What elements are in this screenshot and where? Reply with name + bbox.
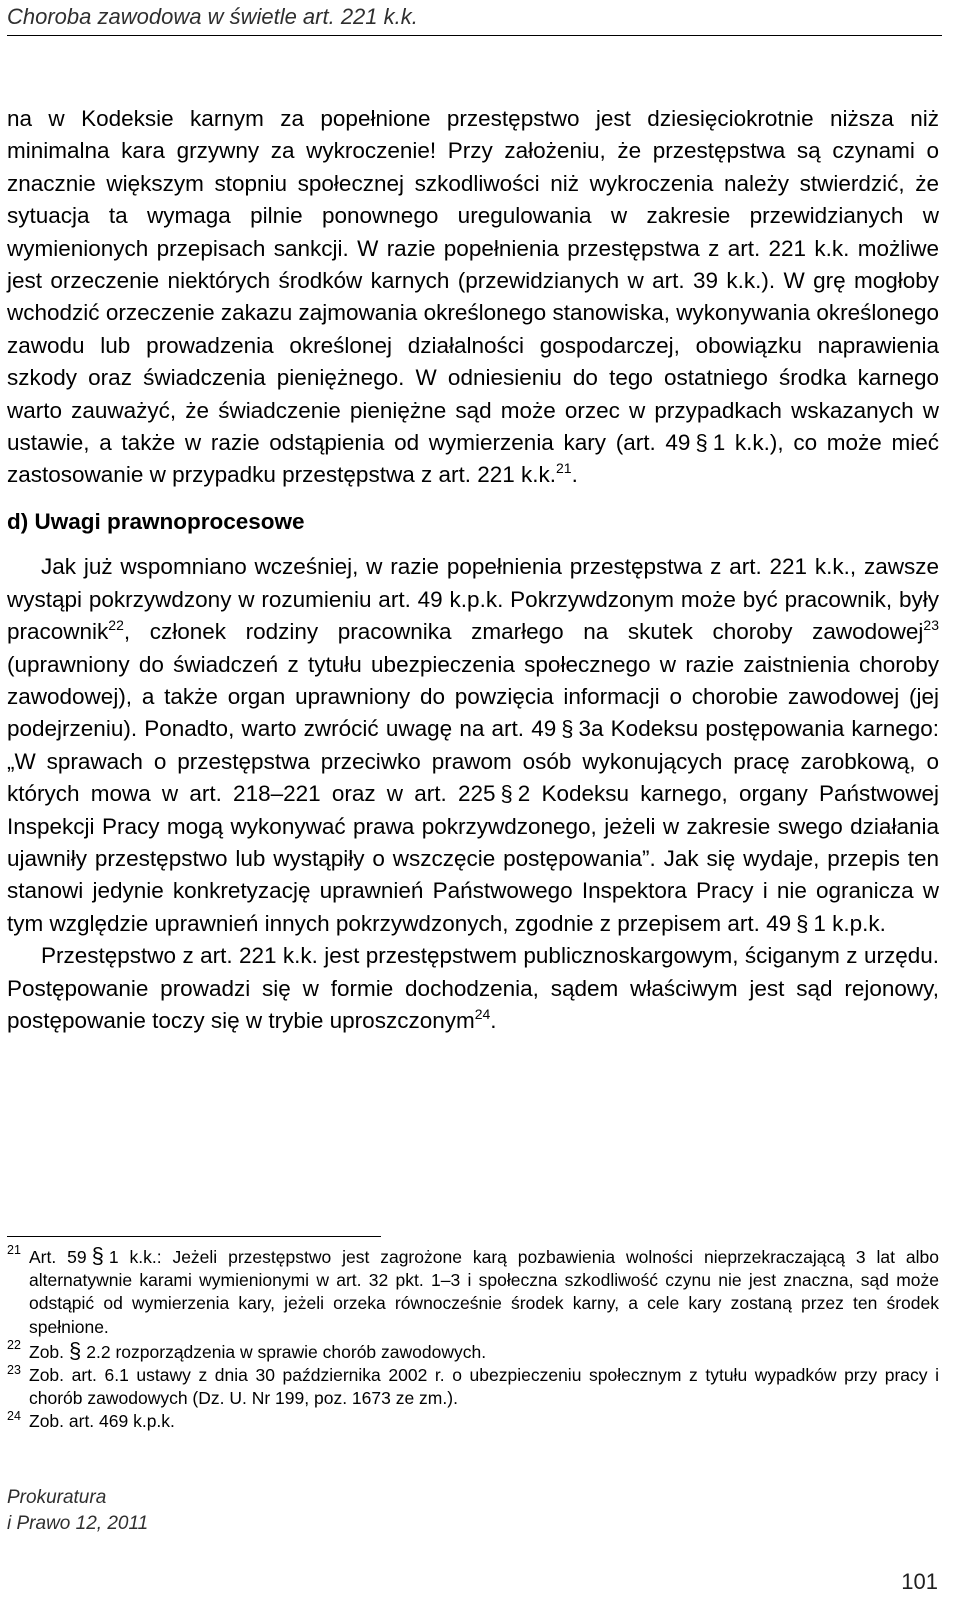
- footnote-ref-22[interactable]: 22: [108, 617, 124, 634]
- journal-issue: i Prawo 12, 2011: [7, 1513, 149, 1534]
- paragraph-3: Przestępstwo z art. 221 k.k. jest przestępstwem publicznoskargowym, ściganym z urzędu. Postępowanie prowadzi się w formie dochodzenia, sądem właściwym jest sąd rejonowy, postępowanie toczy się w trybie uproszczonym$^{24}$.: [7, 943, 939, 1033]
- page-number: 101: [901, 1569, 938, 1594]
- footnotes: [7, 1244, 939, 1434]
- footnote-21: 21 Art. 59 § 1 k.k.: Jeżeli przestępstwo jest zagrożone karą pozbawienia wolności nieprzekraczającą 3 lat albo alternatywnie karami wymienionymi w art. 32 pkt. 1–3 i społeczna szkodliwość czynu nie jest znaczna, sąd może odstąpić od wymierzenia kary, jeżeli orzeka równocześnie środek karny, a cele kary zostaną przez ten środek spełnione.: [7, 1244, 939, 1339]
- footnote-number: 24: [7, 1409, 21, 1424]
- section-symbol: §: [91, 1243, 104, 1268]
- footnote-number: 22: [7, 1337, 21, 1352]
- page-header: [7, 2, 942, 36]
- footnote-separator: [7, 1236, 381, 1237]
- section-symbol: §: [796, 910, 809, 936]
- section-symbol: §: [561, 716, 574, 742]
- footnote-ref-21[interactable]: 21: [556, 460, 572, 477]
- paragraph-2: Jak już wspomniano wcześniej, w razie popełnienia przestępstwa z art. 221 k.k., zawsze wystąpi pokrzywdzony w rozumieniu art. 49 k.p.k. Pokrzywdzonym może być pracownik, były pracownik$^{22}$, członek rodziny pracownika zmarłego na skutek choroby zawodowej$^{23}$ (uprawniony do świadczeń z tytułu ubezpieczenia społecznego w razie zaistnienia choroby zawodowej), a także organ uprawniony do powzięcia informacji o chorobie zawodowej (jej podejrzeniu). Ponadto, warto zwrócić uwagę na art. 49 § 3a Kodeksu postępowania karnego: „W sprawach o przestępstwa przeciwko prawom osób wykonujących pracę zarobkową, o których mowa w art. 218–221 oraz w art. 225 § 2 Kodeksu karnego, organy Państwowej Inspekcji Pracy mogą wykonywać prawa pokrzywdzonego, jeżeli w zakresie swego działania ujawniły przestępstwo lub wystąpiły o wszczęcie postępowania”. Jak się wydaje, przepis ten stanowi jedynie konkretyzację uprawnień Państwowego Inspektora Pracy i nie ogranicza w tym względzie uprawnień innych pokrzywdzonych, zgodnie z przepisem art. 49 § 1 k.p.k.: [7, 554, 940, 936]
- paragraph-1: na w Kodeksie karnym za popełnione przestępstwo jest dziesięciokrotnie niższa niż minimalna kara grzywny za wykroczenie! Przy założeniu, że przestępstwa są czynami o znacznie większym stopniu społecznej szkodliwości niż wykroczenia należy stwierdzić, że sytuacja ta wymaga pilnie ponownego uregulowania w zakresie przewidzianych w wymienionych przepisach sankcji. W razie popełnienia przestępstwa z art. 221 k.k. możliwe jest orzeczenie niektórych środków karnych (przewidzianych w art. 39 k.k.). W grę mogłoby wchodzić orzeczenie zakazu zajmowania określonego stanowiska, wykonywania określonego zawodu lub prowadzenia określonej działalności gospodarczej, obowiązku naprawienia szkody oraz świadczenia pieniężnego. W odniesieniu do tego ostatniego środka karnego warto zauważyć, że świadczenie pieniężne sąd może orzec w przypadkach wskazanych w ustawie, a także w razie odstąpienia od wymierzenia kary (art. 49 § 1 k.k.), co może mieć zastosowanie w przypadku przestępstwa z art. 221 k.k.$^{21}$.: [7, 106, 939, 488]
- footnote-number: 21: [7, 1243, 21, 1257]
- footnote-22: 22 Zob. § 2.2 rozporządzenia w sprawie chorób zawodowych.: [7, 1339, 939, 1364]
- footnote-ref-23[interactable]: 23: [923, 617, 939, 634]
- main-text: [7, 103, 939, 1037]
- section-heading: d) Uwagi prawnoprocesowe: [7, 508, 305, 534]
- footnote-number: 23: [7, 1363, 21, 1378]
- running-title: Choroba zawodowa w świetle art. 221 k.k.: [7, 4, 418, 29]
- section-symbol: §: [500, 781, 513, 807]
- footnote-23: 23 Zob. art. 6.1 ustawy z dnia 30 października 2002 r. o ubezpieczeniu społecznym z tytułu wypadków przy pracy i chorób zawodowych (Dz. U. Nr 199, poz. 1673 ze zm.).: [7, 1364, 939, 1410]
- section-symbol: §: [695, 430, 708, 456]
- section-symbol: §: [69, 1337, 82, 1363]
- journal-name: Prokuratura: [7, 1487, 107, 1508]
- footnote-ref-24[interactable]: 24: [474, 1005, 491, 1022]
- footnote-24: 24 Zob. art. 469 k.p.k.: [7, 1410, 939, 1433]
- journal-footer: [7, 1485, 148, 1537]
